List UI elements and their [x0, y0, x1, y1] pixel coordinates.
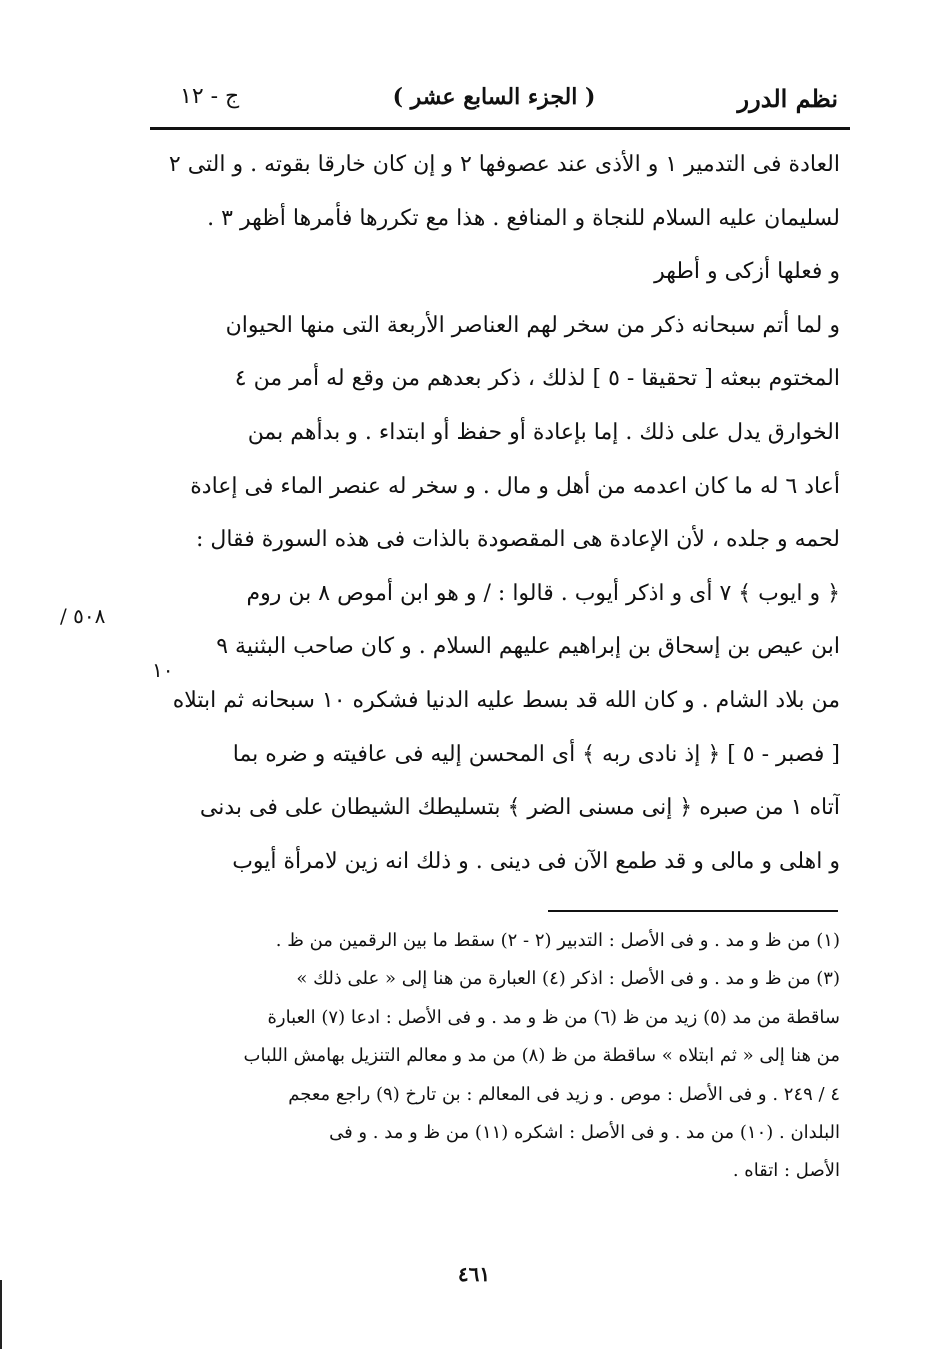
text-line: المختوم ببعثه [ تحقيقا - ٥ ] لذلك ، ذكر بعدهم من وقع له أمر من ٤ [234, 366, 840, 392]
footnote-line: ٤ / ٢٤٩ . و فى الأصل : موص . و زيد فى المعالم : بن تارخ (٩) راجع معجم [288, 1083, 840, 1105]
text-line: ﴿ و ايوب ﴾ ٧ أى و اذكر أيوب . قالوا : / و هو ابن أموص ٨ بن روم [246, 580, 840, 606]
text-line: آتاه ١ من صبره ﴿ إنى مسنى الضر ﴾ بتسليطك الشيطان على فى بدنى [199, 795, 840, 821]
footnote-line: (٣) من ظ و مد . و فى الأصل : اذكر (٤) العبارة من هنا إلى « على ذلك » [296, 968, 840, 990]
text-line: لحمه و جلده ، لأن الإعادة هى المقصودة بالذات فى هذه السورة فقال : [195, 527, 840, 553]
margin-page-ref: ٥٠٨ / [60, 604, 106, 628]
main-text [150, 138, 840, 888]
footnote-line: ساقطة من مد (٥) زيد من ظ (٦) من ظ و مد . و فى الأصل : ادعا (٧) العبارة [267, 1006, 840, 1028]
text-line: ابن عيص بن إسحاق بن إبراهيم عليهم السلام . و كان صاحب البثنية ٩ [216, 634, 840, 660]
footnote-line: من هنا إلى « ثم ابتلاه » ساقطة من ظ (٨) من مد و معالم التنزيل بهامش اللباب [243, 1045, 840, 1067]
footnote-line: البلدان . (١٠) من مد . و فى الأصل : اشكره (١١) من ظ و مد . و فى [329, 1121, 840, 1143]
footnotes [150, 922, 840, 1191]
footnote-rule [548, 910, 838, 912]
text-line: [ فصبر - ٥ ] ﴿ إذ نادى ربه ﴾ أى المحسن إليه فى عافيته و ضره بما [232, 741, 840, 767]
text-line: أعاد ٦ له ما كان اعدمه من أهل و مال . و سخر له عنصر الماء فى إعادة [190, 473, 840, 499]
text-line: الخوارق يدل على ذلك . إما بإعادة أو حفظ أو ابتداء . و بدأهم بمن [247, 419, 840, 445]
book-title: نظم الدرر [737, 84, 838, 113]
footnote-line: الأصل : اتقاه . [732, 1160, 840, 1182]
text-line: و فعلها أزكى و أطهر [654, 259, 840, 285]
text-line: و لما أتم سبحانه ذكر من سخر لهم العناصر الأربعة التى منها الحيوان [225, 312, 840, 338]
volume-label: ج - ١٢ [180, 84, 240, 109]
text-line: العادة فى التدمير ١ و الأذى عند عصوفها ٢ و إن كان خارقا بقوته . و التى ٢ [168, 152, 840, 177]
text-line: لسليمان عليه السلام للنجاة و المنافع . هذا مع تكررها فأمرها أظهر ٣ . [207, 205, 840, 231]
text-line: من بلاد الشام . و كان الله قد بسط عليه الدنيا فشكره ١٠ سبحانه ثم ابتلاه [172, 687, 840, 713]
running-header [150, 78, 838, 122]
page-number: ٤٦١ [457, 1262, 491, 1286]
text-line: و اهلى و مالى و قد طمع الآن فى دينى . و ذلك انه زين لامرأة أيوب [232, 848, 840, 874]
part-label: ( الجزء السابع عشر ) [392, 84, 596, 110]
scan-edge-mark [0, 1280, 2, 1349]
header-rule [150, 127, 850, 130]
footnote-line: (١) من ظ و مد . و فى الأصل : التدبير (٢ - ٢) سقط ما بين الرقمين من ظ . [275, 930, 840, 951]
margin-footnote-ref: ١٠ [152, 658, 174, 682]
